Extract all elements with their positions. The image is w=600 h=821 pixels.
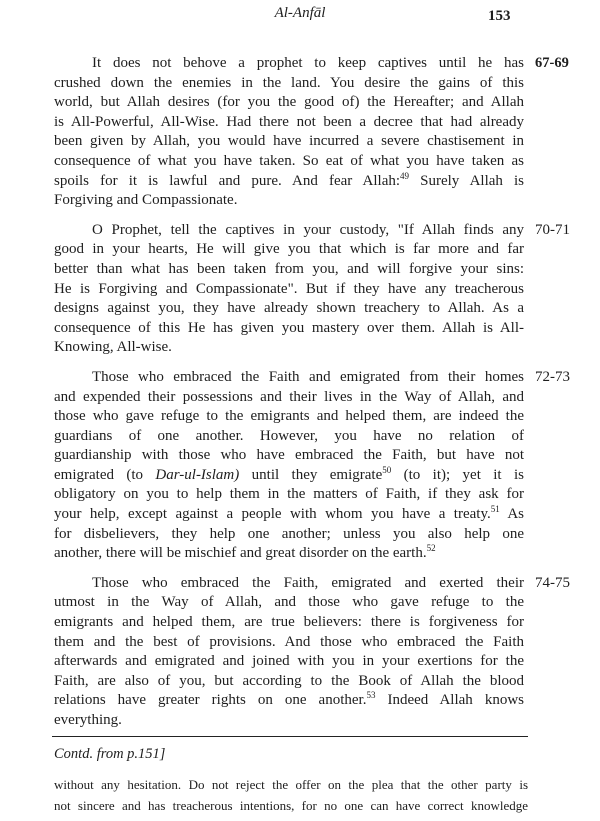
text-segment: designs against you, they have already shown treachery to Allah. As a	[54, 300, 524, 317]
verse-paragraph	[54, 54, 569, 211]
text-segment: obligatory on you to help them in the matters of Faith, if they ask for	[54, 486, 524, 503]
text-line	[54, 172, 524, 192]
text-line	[54, 407, 524, 427]
text-segment: consequence of what you have taken. So eat of what you have taken as	[54, 152, 524, 169]
verse-reference: 74-75	[535, 574, 570, 591]
text-segment: been given by Allah, you would have incurred a severe chastisement in	[54, 133, 524, 150]
text-line	[54, 485, 524, 505]
text-segment: Those who embraced the Faith, emigrated and exerted their	[92, 574, 524, 591]
text-segment: Surely Allah is	[409, 172, 524, 189]
text-line	[54, 613, 524, 633]
text-segment: your help, except against a people with whom you have a treaty.	[54, 506, 491, 523]
text-segment: Forgiving and Compassionate.	[54, 192, 238, 209]
italic-term: Dar-ul-Islam)	[155, 466, 240, 483]
text-segment: utmost in the Way of Allah, and those who gave refuge to the	[54, 594, 524, 611]
text-line	[54, 191, 524, 211]
text-line	[54, 574, 524, 594]
text-segment: good in your hearts, He will give you that which is far more and far	[54, 241, 524, 258]
text-line	[54, 152, 524, 172]
text-line	[54, 505, 524, 525]
text-line	[54, 711, 524, 731]
text-line	[54, 74, 524, 94]
text-segment: those who gave refuge to the emigrants and helped them, are indeed the	[54, 408, 524, 425]
text-line	[54, 93, 524, 113]
text-line	[54, 525, 524, 545]
text-segment: He is Forgiving and Compassionate". But if they have any treacherous	[54, 280, 524, 297]
text-line	[54, 466, 524, 486]
text-line	[54, 446, 524, 466]
text-segment: (to it); yet it is	[391, 466, 524, 483]
running-header-title: Al-Anfāl	[274, 5, 326, 21]
text-segment: everything.	[54, 712, 122, 728]
footnote-divider	[52, 736, 528, 737]
text-segment: emigrants and helped them, are true believers: there is forgiveness for	[54, 614, 524, 631]
text-line	[54, 795, 528, 816]
text-segment: guardianship with those who have embraced the Faith, but have not	[54, 447, 524, 464]
text-segment: Knowing, All-wise.	[54, 339, 172, 356]
text-line	[54, 427, 524, 447]
verse-paragraph	[54, 368, 570, 564]
verse-reference: 72-73	[535, 368, 570, 385]
text-line	[54, 593, 524, 613]
text-segment: until they emigrate	[239, 466, 383, 483]
text-segment: another, there will be mischief and great disorder on the earth.	[54, 545, 427, 562]
text-line	[54, 280, 524, 300]
text-line	[54, 652, 524, 672]
footnote-marker: 52	[426, 543, 436, 554]
text-line	[54, 260, 524, 280]
text-segment: spoils for it is lawful and pure. And fear Allah:	[54, 172, 401, 189]
text-segment: As	[499, 506, 524, 523]
footnote-marker: 49	[400, 170, 410, 181]
text-line	[54, 774, 528, 795]
text-segment: crushed down the enemies in the land. You desire the gains of this	[54, 74, 524, 91]
footnote-marker: 50	[382, 464, 392, 475]
footnote-marker: 53	[366, 690, 376, 701]
text-segment: not sincere and has treacherous intentions, for no one can have correct knowledge	[54, 798, 528, 813]
verse-paragraph	[54, 221, 570, 358]
text-line	[54, 319, 524, 339]
text-segment: Those who embraced the Faith and emigrated from their homes	[92, 368, 524, 385]
text-line	[54, 299, 524, 319]
footnote-continuation-label: Contd. from p.151]	[54, 746, 166, 762]
verse-reference: 67-69	[535, 55, 569, 71]
verse-paragraph	[54, 574, 570, 731]
text-segment: guardians of one another. However, you have no relation of	[54, 427, 524, 444]
text-line	[54, 221, 524, 241]
verse-reference: 70-71	[535, 221, 570, 238]
text-segment: O Prophet, tell the captives in your custody, "If Allah finds any	[92, 221, 524, 238]
footnote-marker: 51	[490, 504, 500, 515]
text-segment: It does not behove a prophet to keep captives until he has	[92, 55, 524, 71]
text-line	[54, 544, 524, 564]
text-segment: afterwards and emigrated and joined with you in your exertions for the	[54, 653, 524, 670]
text-segment: Faith, are also of you, but according to the Book of Allah the blood	[54, 672, 524, 689]
text-line	[54, 132, 524, 152]
text-line	[54, 633, 524, 653]
text-line	[54, 388, 524, 408]
body-text	[54, 54, 570, 731]
text-segment: relations have greater rights on one another.	[54, 692, 367, 709]
text-segment: better than what has been taken from you, and will forgive your sins:	[54, 260, 524, 277]
text-line	[54, 691, 524, 711]
text-line	[54, 240, 524, 260]
text-segment: emigrated (to	[54, 466, 156, 483]
text-line	[54, 338, 524, 358]
text-segment: and expended their possessions and their lives in the Way of Allah, and	[54, 388, 524, 405]
text-line	[54, 368, 524, 388]
text-line	[54, 54, 524, 74]
text-segment: world, but Allah desires (for you the good of) the Hereafter; and Allah	[54, 94, 524, 111]
text-segment: Indeed Allah knows	[375, 692, 524, 709]
text-segment: without any hesitation. Do not reject the offer on the plea that the other party is	[54, 777, 528, 792]
text-segment: for disbelievers, they help one another; unless you also help one	[54, 525, 524, 542]
footnote-text	[54, 774, 528, 816]
text-segment: them and the best of provisions. And those who embraced the Faith	[54, 633, 524, 650]
text-segment: consequence of this He has given you mastery over them. Allah is All-	[54, 319, 524, 336]
text-line	[54, 672, 524, 692]
page-number: 153	[488, 8, 511, 24]
text-line	[54, 113, 524, 133]
text-segment: is All-Powerful, All-Wise. Had there not been a decree that had already	[54, 113, 524, 130]
